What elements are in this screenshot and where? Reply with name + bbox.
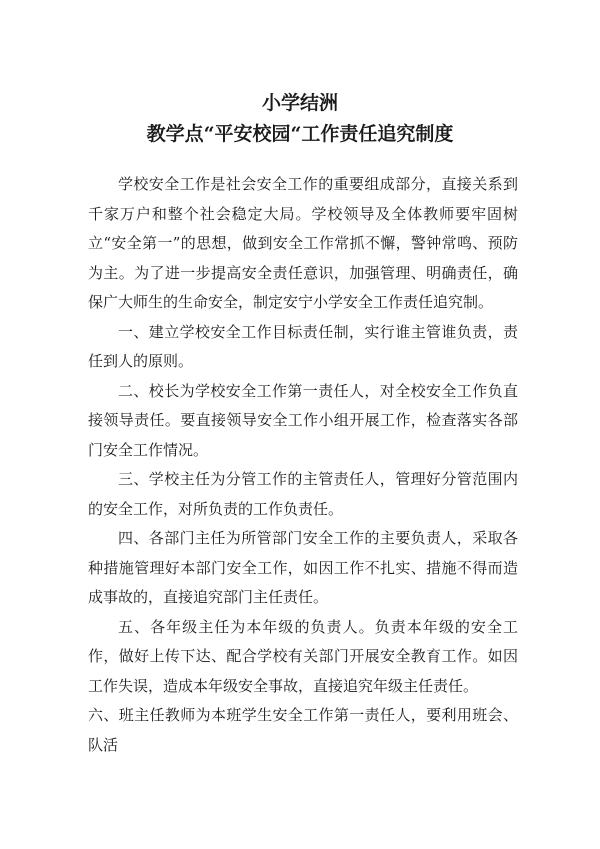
paragraph-item-5: 五、各年级主任为本年级的负责人。负责本年级的安全工作，做好上传下达、配合学校有关部门开展安全教育工作。如因工作失误，造成本年级安全事故，直接追究年级主任责任。 bbox=[88, 617, 518, 695]
paragraph-item-6: 六、班主任教师为本班学生安全工作第一责任人，要利用班会、队活 bbox=[88, 706, 518, 754]
paragraph-item-4: 四、各部门主任为所管部门安全工作的主要负责人，采取各种措施管理好本部门安全工作，如因工作不扎实、措施不得而造成事故的，直接追究部门主任责任。 bbox=[88, 529, 518, 606]
document-title-policy: 教学点“平安校园“工作责任追究制度 bbox=[146, 123, 454, 145]
document-body bbox=[88, 170, 518, 760]
paragraph-item-3: 三、学校主任为分管工作的主管责任人，管理好分管范围内的安全工作，对所负责的工作负责任。 bbox=[88, 470, 518, 518]
document-title-school: 小学结洲 bbox=[261, 92, 338, 114]
paragraph-intro: 学校安全工作是社会安全工作的重要组成部分，直接关系到千家万户和整个社会稳定大局。学校领导及全体教师要牢固树立“安全第一”的思想，做到安全工作常抓不懈，警钟常鸣、预防为主。为了进一步提高安全责任意识，加强管理、明确责任，确保广大师生的生命安全，制定安宁小学安全工作责任追究制。 bbox=[88, 175, 518, 311]
paragraph-item-1: 一、建立学校安全工作目标责任制，实行谁主管谁负责，责任到人的原则。 bbox=[88, 322, 518, 370]
paragraph-item-2: 二、校长为学校安全工作第一责任人，对全校安全工作负直接领导责任。要直接领导安全工作小组开展工作，检查落实各部门安全工作情况。 bbox=[88, 381, 518, 459]
